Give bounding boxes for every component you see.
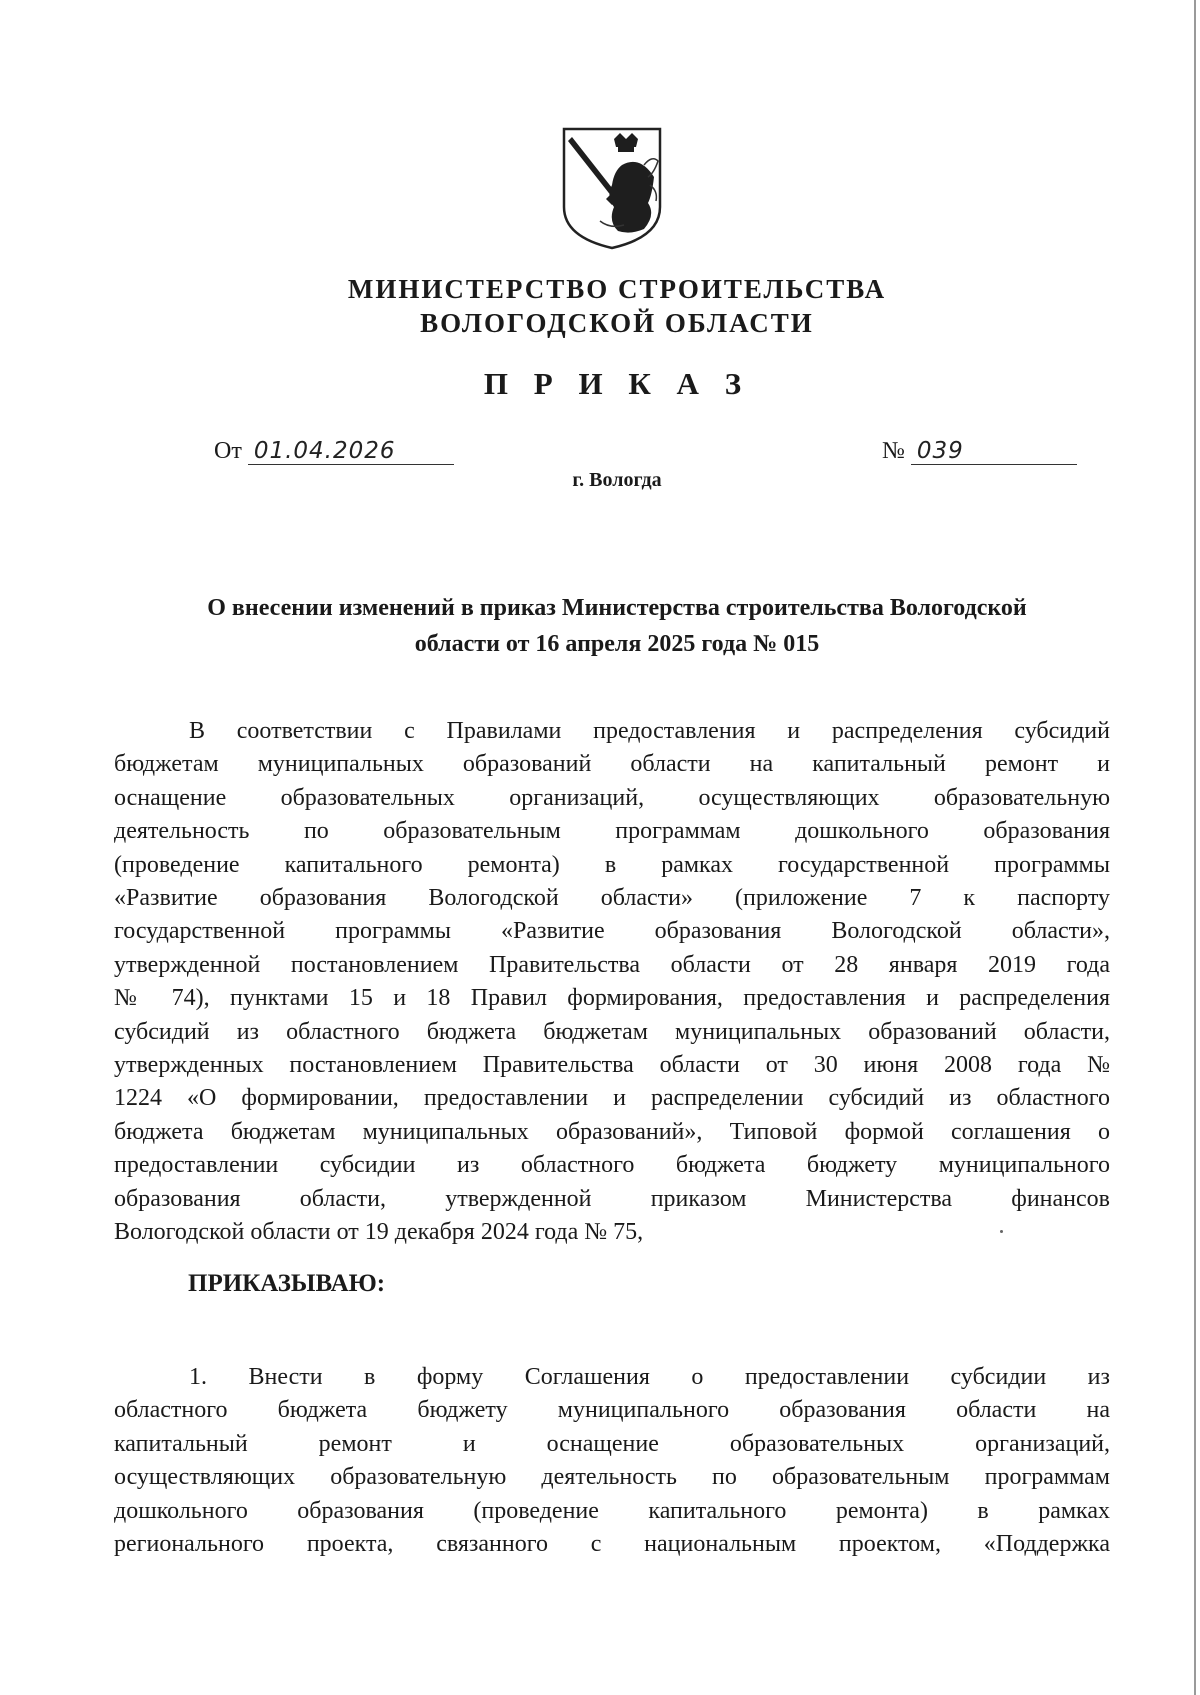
item-line: 1. Внести в форму Соглашения о предоставлении субсидии из [189, 1364, 1110, 1390]
item-line: дошкольного образования (проведение капитального ремонта) в рамках [114, 1497, 1110, 1524]
preamble-line: деятельность по образовательным программам дошкольного образования [114, 818, 1110, 845]
date-row [214, 438, 454, 465]
number-field [911, 438, 1077, 465]
ministry-name-line1: МИНИСТЕРСТВО СТРОИТЕЛЬСТВА [347, 274, 887, 304]
preamble-line: субсидий из областного бюджета бюджетам муниципальных образований области, [114, 1018, 1110, 1045]
title-line1: О внесении изменений в приказ Министерства строительства Вологодской [207, 595, 1027, 621]
item-line: осуществляющих образовательную деятельность по образовательным программам [114, 1464, 1110, 1491]
item-line: капитальный ремонт и оснащение образовательных организаций, [114, 1430, 1110, 1457]
order-word: ПРИКАЗЫВАЮ: [188, 1270, 386, 1297]
document-type: П Р И К А З [483, 366, 751, 401]
preamble-line: бюджета бюджетам муниципальных образований», Типовой формой соглашения о [114, 1118, 1110, 1145]
document-title [0, 590, 1200, 662]
preamble-line: (проведение капитального ремонта) в рамках государственной программы [114, 851, 1110, 878]
preamble-line: В соответствии с Правилами предоставления и распределения субсидий [189, 718, 1110, 744]
coat-of-arms-icon [560, 125, 664, 251]
preamble-line: предоставлении субсидии из областного бюджета бюджету муниципального [114, 1152, 1110, 1179]
scan-artifact [1000, 1230, 1003, 1233]
preamble-line: «Развитие образования Вологодской области» (приложение 7 к паспорту [114, 885, 1110, 912]
preamble-line: государственной программы «Развитие образования Вологодской области», [114, 918, 1110, 945]
preamble-line: утвержденной постановлением Правительства области от 28 января 2019 года [114, 951, 1110, 978]
item-line: регионального проекта, связанного с национальным проектом, «Поддержка [114, 1531, 1110, 1558]
preamble-line: утвержденных постановлением Правительства области от 30 июня 2008 года № [114, 1052, 1110, 1079]
date-prefix: От [214, 438, 242, 464]
title-line2: области от 16 апреля 2025 года № 015 [414, 631, 820, 657]
city: г. Вологда [572, 469, 662, 491]
preamble-line: Вологодской области от 19 декабря 2024 года № 75, [114, 1219, 644, 1246]
number-row [882, 438, 1077, 465]
ministry-name-line2: ВОЛОГОДСКОЙ ОБЛАСТИ [420, 308, 814, 338]
date-field [248, 438, 454, 465]
preamble-line: 1224 «О формировании, предоставлении и распределении субсидий из областного [114, 1085, 1110, 1112]
item-1-paragraph [114, 1361, 1110, 1561]
preamble-line: № 74), пунктами 15 и 18 Правил формирования, предоставления и распределения [114, 985, 1110, 1012]
preamble-line: оснащение образовательных организаций, осуществляющих образовательную [114, 784, 1110, 811]
scan-edge-line [1194, 0, 1196, 1695]
preamble-line: бюджетам муниципальных образований области на капитальный ремонт и [114, 751, 1110, 778]
preamble-line: образования области, утвержденной приказом Министерства финансов [114, 1185, 1110, 1212]
preamble-paragraph [114, 715, 1110, 1250]
item-line: областного бюджета бюджету муниципального образования области на [114, 1397, 1110, 1424]
date-value: 01.04.2026 [253, 438, 396, 464]
number-value: 039 [916, 438, 964, 464]
number-prefix: № [882, 438, 905, 464]
